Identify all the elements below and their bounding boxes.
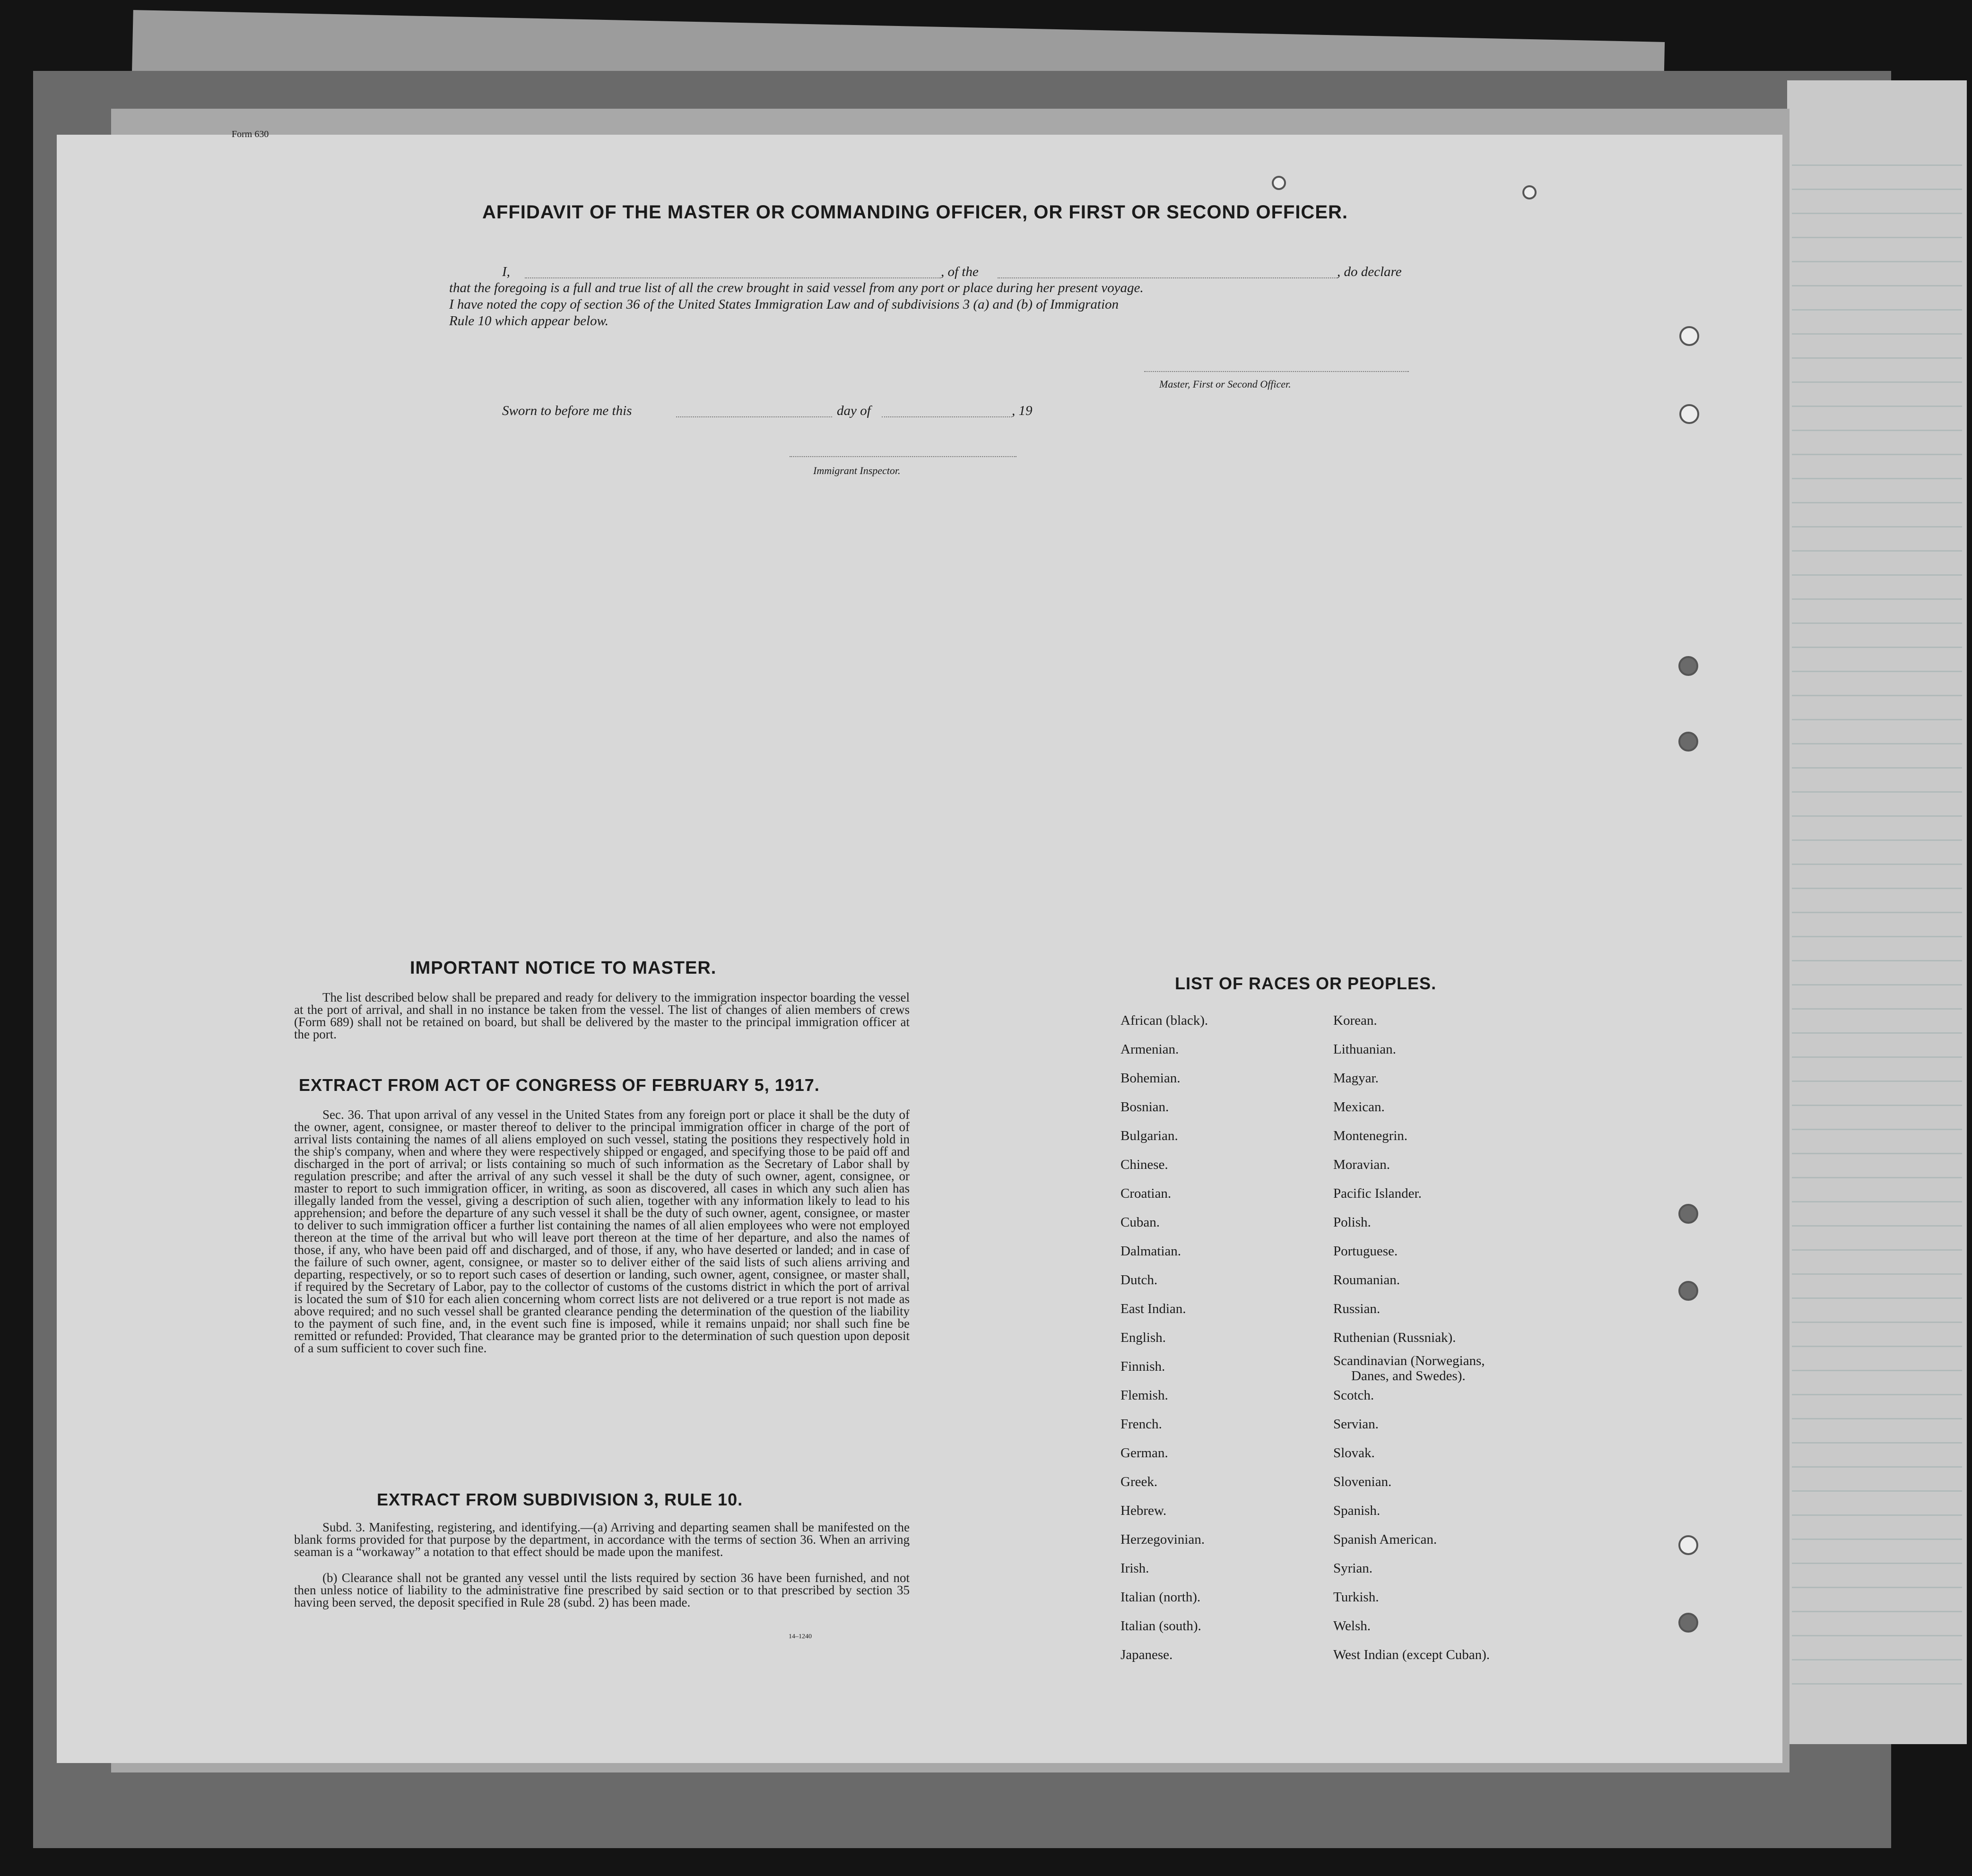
year-label: , 19 [1012,403,1033,418]
binder-hole [1522,185,1537,199]
race-item: Scotch. [1333,1388,1374,1403]
affidavit-of-the: , of the [941,264,979,279]
binder-hole [1678,1613,1698,1633]
race-item: Pacific Islander. [1333,1186,1422,1201]
race-item: Herzegovinian. [1121,1532,1205,1547]
binder-hole [1678,1281,1698,1301]
races-title: LIST OF RACES OR PEOPLES. [1175,974,1437,993]
binder-hole [1272,176,1286,190]
race-item: Spanish. [1333,1503,1381,1518]
race-item: Irish. [1121,1561,1149,1576]
inspector-label: Immigrant Inspector. [813,465,901,476]
notice-body: The list described below shall be prepared and ready for delivery to the immigration inspector boarding the vessel at the port of arrival, and shall in no instance be taken from the vessel. The list of changes of alien members of crews (Form 689) shall not be retained on board, but shall be delivered by the master to the principal immigration officer at the port. [294,990,910,1041]
race-item: Slovenian. [1333,1474,1392,1489]
act-extract-body: Sec. 36. That upon arrival of any vessel in the United States from any foreign port or place it shall be the duty of the owner, agent, consignee, or master thereof to deliver to the principal immigration officer in charge of the port of arrival lists containing the names of all aliens employed on such vessel, stating the positions they respectively hold in the ship's company, when and where they were respectively shipped or engaged, and specifying those to be paid off and discharged in the port of arrival; or lists containing so much of such information as the Secretary of Labor shall by regulation prescribe; and after the arrival of any such vessel it shall be the duty of such owner, agent, consignee, or master to report to such immigration officer, in writing, as soon as discovered, all cases in which any such alien has illegally landed from the vessel, giving a description of such alien, together with any information likely to lead to his apprehension; and before the departure of any such vessel it shall be the duty of such owner, agent, consignee, or master to deliver to such immigration officer a further list containing the names of all alien employees who were not employed thereon at the time of the arrival but who will leave port thereon at the time of her departure, and also the names of those, if any, who have been paid off and discharged, and of those, if any, who have deserted or landed; and in case of the failure of such owner, agent, consignee, or master so to deliver either of the said lists of such aliens arriving and departing, respectively, or so to report such cases of desertion or landing, such owner, agent, consignee, or master shall, if required by the Secretary of Labor, pay to the collector of customs of the customs district in which the port of arrival is located the sum of $10 for each alien concerning whom correct lists are not delivered or a true report is not made as above required; and no such vessel shall be granted clearance pending the determination of the question of the liability to the payment of such fine, and, in the event such fine is imposed, while it remains unpaid; nor shall such fine be remitted or refunded: Provided, That clearance may be granted prior to the determination of such question upon deposit of a sum sufficient to cover such fine. [294,1107,910,1355]
affidavit-i: I, [502,264,510,279]
race-item: Servian. [1333,1417,1379,1432]
race-item: Mexican. [1333,1099,1385,1115]
race-item: Finnish. [1121,1359,1165,1374]
race-item: West Indian (except Cuban). [1333,1647,1490,1662]
race-item: Moravian. [1333,1157,1390,1172]
inspector-blank [790,456,1016,457]
race-item: German. [1121,1445,1168,1461]
binder-hole [1678,732,1698,752]
race-item: Russian. [1333,1301,1381,1316]
race-item: Ruthenian (Russniak). [1333,1330,1456,1345]
affidavit-line-3: I have noted the copy of section 36 of the United States Immigration Law and of subdivisions 3 (a) and (b) of Immigration [449,297,1119,312]
race-item: Roumanian. [1333,1272,1400,1288]
race-item: Armenian. [1121,1042,1179,1057]
race-item: Welsh. [1333,1618,1371,1634]
race-item: Polish. [1333,1215,1371,1230]
binder-hole [1678,1204,1698,1224]
race-item: Chinese. [1121,1157,1168,1172]
race-item: Montenegrin. [1333,1128,1408,1143]
race-item: Lithuanian. [1333,1042,1396,1057]
vessel-blank [998,277,1338,278]
binder-hole [1679,326,1699,346]
form-page [57,129,1782,1763]
race-item: Croatian. [1121,1186,1172,1201]
race-item: Syrian. [1333,1561,1373,1576]
race-item: Dalmatian. [1121,1244,1181,1259]
race-item: Italian (south). [1121,1618,1201,1634]
rule-extract-para-b: (b) Clearance shall not be granted any vessel until the lists required by section 36 have been furnished, and not then unless notice of liability to the administrative fine prescribed by said section or to that prescribed by section 35 having been served, the deposit specified in Rule 28 (subd. 2) has been made. [294,1571,910,1609]
affidavit-do-declare: , do declare [1337,264,1402,279]
affidavit-line-4: Rule 10 which appear below. [449,313,608,329]
race-item: Danes, and Swedes). [1351,1368,1466,1383]
race-item: Turkish. [1333,1590,1379,1605]
race-item: Flemish. [1121,1388,1168,1403]
ledger-lines [1792,142,1962,1702]
sworn-day-blank [676,416,832,417]
signature-blank [1144,371,1409,372]
race-item: Hebrew. [1121,1503,1167,1518]
race-item: Bohemian. [1121,1071,1181,1086]
race-item: Slovak. [1333,1445,1375,1461]
race-item: Dutch. [1121,1272,1158,1288]
affidavit-title: AFFIDAVIT OF THE MASTER OR COMMANDING OFFICER, OR FIRST OR SECOND OFFICER. [482,202,1348,223]
race-item: African (black). [1121,1013,1208,1028]
act-extract-title: EXTRACT FROM ACT OF CONGRESS OF FEBRUARY 5, 1917. [299,1075,820,1095]
print-code: 14–1240 [789,1633,812,1640]
race-item: Italian (north). [1121,1590,1201,1605]
race-item: Scandinavian (Norwegians, [1333,1353,1485,1368]
form-number: Form 630 [232,129,269,139]
signature-label: Master, First or Second Officer. [1159,378,1291,390]
rule-extract-title: EXTRACT FROM SUBDIVISION 3, RULE 10. [377,1490,743,1509]
race-item: Magyar. [1333,1071,1379,1086]
race-item: French. [1121,1417,1162,1432]
sworn-label: Sworn to before me this [502,403,632,418]
race-item: Greek. [1121,1474,1158,1489]
race-item: Japanese. [1121,1647,1173,1662]
binder-hole [1679,404,1699,424]
binder-hole [1678,1535,1698,1555]
rule-extract-para-a: Subd. 3. Manifesting, registering, and identifying.—(a) Arriving and departing seamen shall be manifested on the blank forms provided for that purpose by the department, in accordance with the terms of section 36. When an arriving seaman is a “workaway” a notation to that effect should be made upon the manifest. [294,1520,910,1559]
binder-hole [1678,656,1698,676]
race-item: Portuguese. [1333,1244,1398,1259]
race-item: East Indian. [1121,1301,1186,1316]
race-item: Korean. [1333,1013,1377,1028]
race-item: Cuban. [1121,1215,1160,1230]
affidavit-line-2: that the foregoing is a full and true list of all the crew brought in said vessel from any port or place during her present voyage. [449,280,1144,295]
name-blank [525,277,941,278]
month-blank [882,416,1012,417]
race-item: Bulgarian. [1121,1128,1178,1143]
day-of-label: day of [837,403,871,418]
notice-title: IMPORTANT NOTICE TO MASTER. [410,958,717,978]
race-item: English. [1121,1330,1166,1345]
race-item: Spanish American. [1333,1532,1437,1547]
race-item: Bosnian. [1121,1099,1169,1115]
